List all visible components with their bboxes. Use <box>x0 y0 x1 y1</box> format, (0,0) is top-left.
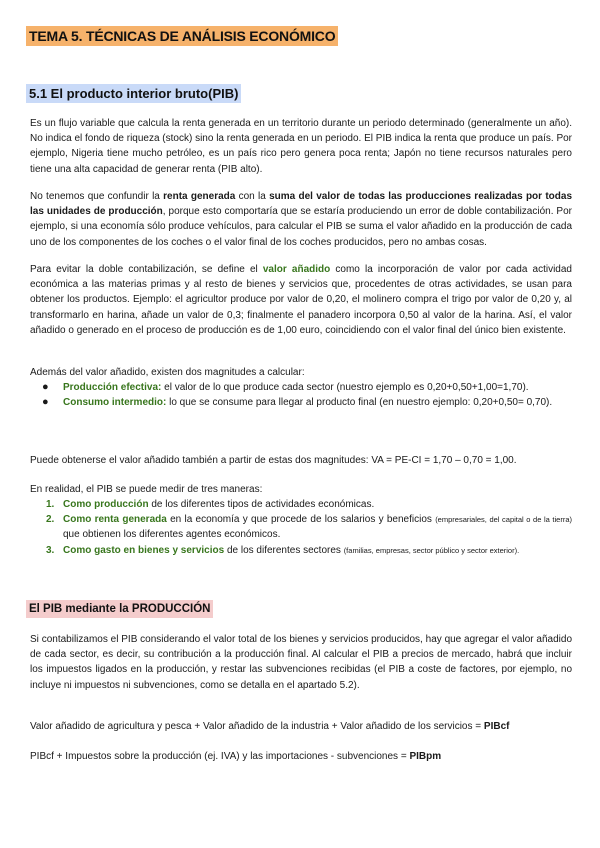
list-item: 3. Como gasto en bienes y servicios de los diferentes sectores (familias, empresas, sector público y sector exterior). <box>46 544 520 556</box>
paragraph-production: Si contabilizamos el PIB considerando el valor total de los bienes y servicios producidos, hay que agregar el valor añadido de cada sector, es decir, su contribución a la producción final. Al calcular el PIB a precios de mercado, habrá que incluir los impuestos ligados en la producción, y restar las subvenciones recibidas (el PIB a coste de factores, por ejemplo, no incluye ni impuestos ni subvenciones, como se detalla en el apartado 5.2). <box>30 634 572 691</box>
bullet-icon: ● <box>42 381 49 393</box>
paragraph-three-ways: En realidad, el PIB se puede medir de tres maneras: <box>30 484 263 495</box>
formula-pibcf: Valor añadido de agricultura y pesca + Valor añadido de la industria + Valor añadido de los servicios = PIBcf <box>30 721 510 732</box>
methods-list <box>30 497 572 558</box>
page-title: TEMA 5. TÉCNICAS DE ANÁLISIS ECONÓMICO <box>26 26 338 46</box>
list-item: 2. Como renta generada en la economía y que procede de los salarios y beneficios (empresariales, del capital o de la tierra) que obtienen los diferentes agentes económicos. <box>46 514 572 541</box>
formula-pibpm: PIBcf + Impuestos sobre la producción (ej. IVA) y las importaciones - subvenciones = PIBpm <box>30 751 442 762</box>
bullet-icon: ● <box>42 396 49 409</box>
list-item: 1. Como producción de los diferentes tipos de actividades económicas. <box>46 499 375 510</box>
paragraph-va-formula: Puede obtenerse el valor añadido también a partir de estas dos magnitudes: VA = PE-CI = 1,70 – 0,70 = 1,00. <box>30 455 517 466</box>
paragraph-value-added: Para evitar la doble contabilización, se define el valor añadido como la incorporación de valor por cada actividad económica a las materias primas y al resto de bienes y servicios que, procedentes de otras actividades, se usan para obtener los productos. Ejemplo: el agricultor produce por valor de 0,20, el molinero compra el trigo por valor de 0,20 y, al transformarlo en harina, añade un valor de 0,3; finalmente el panadero incorpora 0,50 al valor de la harina. Así, el valor añadido o generado en el proceso de producción es de 1,00 euro, coincidiendo con el valor final del único bien existente. <box>30 264 572 336</box>
section-heading-pib: 5.1 El producto interior bruto(PIB) <box>26 84 241 103</box>
list-item: ● Producción efectiva: el valor de lo que produce cada sector (nuestro ejemplo es 0,20+0,50+1,00=1,70). <box>30 380 572 395</box>
magnitudes-list <box>30 380 572 410</box>
paragraph-definition: Es un flujo variable que calcula la renta generada en un territorio durante un periodo determinado (generalmente un año). No indica el fondo de riqueza (stock) sino la renta generada en un periodo. El PIB indica la renta que produce un país. Por ejemplo, Nigeria tiene mucho petróleo, es un país rico pero genera poca renta; Japón no tiene recursos naturales pero tiene una alta capacidad de generar renta (PIB alto). <box>30 118 573 175</box>
section-heading-production: El PIB mediante la PRODUCCIÓN <box>26 600 213 618</box>
paragraph-magnitudes-intro: Además del valor añadido, existen dos magnitudes a calcular: <box>30 367 305 378</box>
list-item: ● Consumo intermedio: lo que se consume para llegar al producto final (en nuestro ejemplo: 0,20+0,50= 0,70). <box>30 395 572 410</box>
paragraph-double-counting: No tenemos que confundir la renta generada con la suma del valor de todas las producciones realizadas por todas las unidades de producción, porque esto comportaría que se estaría produciendo un error de doble contabilización. Por ejemplo, si una economía sólo produce vehículos, para calcular el PIB se suma el valor añadido en la producción de cada uno de los componentes de los coches o el valor final de los coches producidos, pero no ambas cosas. <box>30 191 573 248</box>
